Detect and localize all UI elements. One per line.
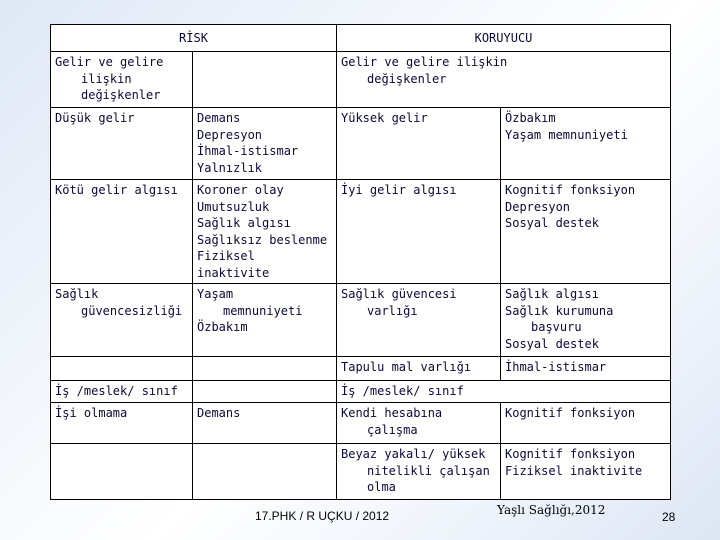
cell-line: varlığı xyxy=(367,303,418,318)
cell-line: ilişkin xyxy=(81,71,132,86)
cell-line: Koroner olay xyxy=(197,183,284,197)
risk-factor-cell xyxy=(51,108,193,180)
cell-line: Sağlıksız beslenme xyxy=(197,232,328,247)
protective-outcome-cell xyxy=(501,403,671,444)
cell-line: Sağlık algısı xyxy=(505,287,599,301)
cell-line: Demans xyxy=(197,406,241,420)
cell-line: Sosyal destek xyxy=(505,216,599,230)
protective-factor-cell xyxy=(337,444,501,500)
risk-outcome-cell xyxy=(193,357,337,381)
cell-line: nitelikli çalışan xyxy=(367,463,490,478)
risk-outcome-cell xyxy=(193,108,337,180)
cell-line: Umutsuzluk xyxy=(197,199,270,214)
risk-factor-cell xyxy=(51,403,193,444)
risk-protective-table xyxy=(50,24,671,500)
cell-line: değişkenler xyxy=(81,88,161,102)
table-row xyxy=(51,357,671,381)
cell-line: Sağlık kurumuna xyxy=(505,303,614,318)
protective-outcome-cell xyxy=(501,108,671,180)
cell-line: Sağlık algısı xyxy=(197,216,291,230)
protective-outcome-cell xyxy=(501,180,671,284)
cell-line: Yaşam xyxy=(197,287,234,301)
page-number: 28 xyxy=(662,510,676,524)
risk-outcome-cell xyxy=(193,444,337,500)
cell-line: Kognitif fonksiyon xyxy=(505,406,636,420)
protective-factor-cell xyxy=(337,180,501,284)
header-protective: KORUYUCU xyxy=(337,25,671,52)
protective-factor-cell xyxy=(337,284,501,357)
risk-outcome-cell xyxy=(193,52,337,108)
table-row xyxy=(51,52,671,108)
risk-category-cell xyxy=(51,381,193,403)
footer-course: Yaşlı Sağlığı,2012 xyxy=(497,503,606,517)
risk-factor-cell xyxy=(51,357,193,381)
table-row xyxy=(51,108,671,180)
cell-line: İhmal-istismar xyxy=(197,144,299,158)
cell-line: Tapulu mal varlığı xyxy=(341,360,472,374)
cell-line: Kötü gelir algısı xyxy=(55,183,178,197)
cell-line: İhmal-istismar xyxy=(505,360,607,374)
table-row xyxy=(51,381,671,403)
cell-line: çalışma xyxy=(367,422,418,437)
cell-line: Sağlık güvencesi xyxy=(341,287,457,301)
risk-outcome-cell xyxy=(193,180,337,284)
table-row xyxy=(51,403,671,444)
cell-line: Özbakım xyxy=(197,320,248,334)
protective-category-cell xyxy=(337,381,671,403)
cell-line: Depresyon xyxy=(197,127,263,142)
protective-outcome-cell xyxy=(501,284,671,357)
footer-author: 17.PHK / R UÇKU / 2012 xyxy=(255,509,390,523)
risk-category-cell xyxy=(51,52,193,108)
cell-line: Gelir ve gelire xyxy=(55,55,164,69)
protective-outcome-cell xyxy=(501,444,671,500)
risk-factor-cell xyxy=(51,444,193,500)
table-header-row xyxy=(51,25,671,52)
cell-line: Demans xyxy=(197,111,241,125)
cell-line: güvencesizliği xyxy=(81,303,183,318)
risk-factor-cell xyxy=(51,180,193,284)
cell-line: Sosyal destek xyxy=(505,336,599,351)
cell-line: memnuniyeti xyxy=(223,303,303,318)
cell-line: Yalnızlık xyxy=(197,160,263,175)
cell-line: Beyaz yakalı/ yüksek xyxy=(341,447,486,461)
cell-line: Sağlık xyxy=(55,287,99,301)
protective-category-cell xyxy=(337,52,671,108)
cell-line: Kendi hesabına xyxy=(341,406,443,420)
protective-factor-cell xyxy=(337,357,501,381)
cell-line: Kognitif fonksiyon xyxy=(505,447,636,461)
risk-outcome-cell xyxy=(193,381,337,403)
cell-line: Gelir ve gelire ilişkin xyxy=(341,55,508,69)
cell-line: İyi gelir algısı xyxy=(341,183,457,197)
cell-line: değişkenler xyxy=(367,71,447,86)
risk-outcome-cell xyxy=(193,284,337,357)
cell-line: Özbakım xyxy=(505,111,556,125)
table-row xyxy=(51,284,671,357)
table-row xyxy=(51,180,671,284)
protective-factor-cell xyxy=(337,108,501,180)
protective-factor-cell xyxy=(337,403,501,444)
header-risk: RİSK xyxy=(51,25,337,52)
cell-line: Yüksek gelir xyxy=(341,111,428,125)
cell-line: olma xyxy=(367,480,396,494)
cell-line: başvuru xyxy=(531,320,582,334)
cell-line: İş /meslek/ sınıf xyxy=(341,384,464,398)
protective-outcome-cell xyxy=(501,357,671,381)
cell-line: Depresyon xyxy=(505,199,571,214)
risk-factor-cell xyxy=(51,284,193,357)
cell-line: Yaşam memnuniyeti xyxy=(505,127,628,142)
cell-line: Fiziksel inaktivite xyxy=(505,463,643,478)
risk-outcome-cell xyxy=(193,403,337,444)
cell-line: Düşük gelir xyxy=(55,111,135,125)
cell-line: Kognitif fonksiyon xyxy=(505,183,636,197)
table-row xyxy=(51,444,671,500)
cell-line: İş /meslek/ sınıf xyxy=(55,384,178,398)
cell-line: Fiziksel inaktivite xyxy=(197,249,270,280)
cell-line: İşi olmama xyxy=(55,406,128,420)
